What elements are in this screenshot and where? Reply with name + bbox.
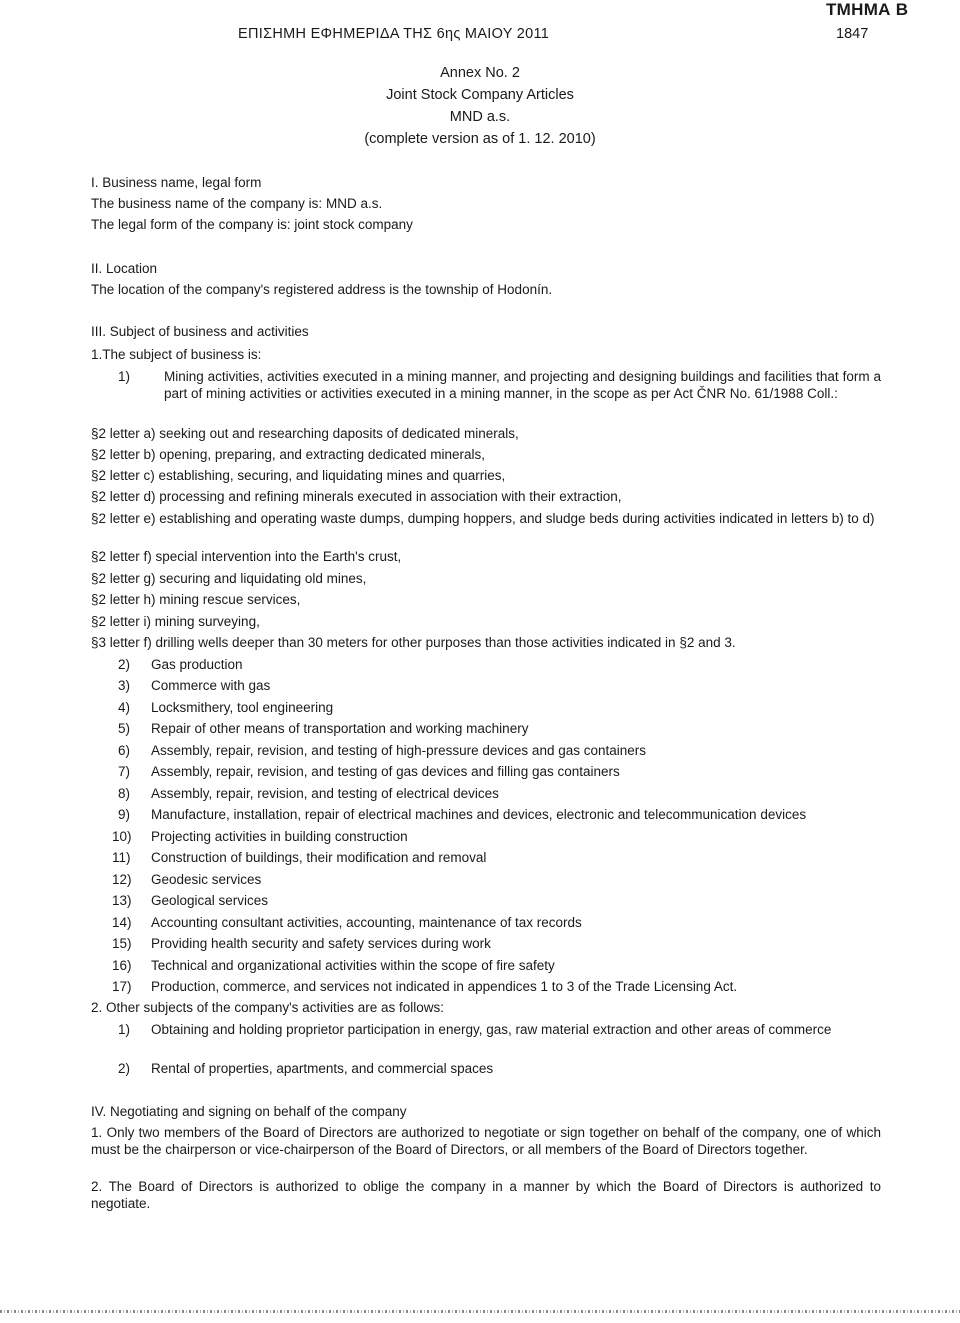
section1-heading: I. Business name, legal form [91,175,262,190]
header-journal-title: ΕΠΙΣΗΜΗ ΕΦΗΜΕΡΙΔΑ ΤΗΣ 6ης ΜΑΙΟΥ 2011 [238,26,550,42]
title-annex: Annex No. 2 [440,65,520,81]
item-number: 12) [112,872,132,887]
item-number: 1) [118,1022,131,1037]
item-number: 13) [112,893,132,908]
item-number: 4) [118,700,131,715]
title-version: (complete version as of 1. 12. 2010) [364,131,596,147]
letter-item: §2 letter i) mining surveying, [91,614,260,629]
item-number: 16) [112,958,132,973]
item-number: 8) [118,786,131,801]
activity-item: Geodesic services [151,872,262,887]
activity-item: Manufacture, installation, repair of electrical machines and devices, electronic and telecommunication devices [151,807,807,822]
activity-item: Repair of other means of transportation and working machinery [151,721,529,736]
item-number: 15) [112,936,132,951]
letter-item: §2 letter h) mining rescue services, [91,592,301,607]
section1-name-label: The business name of the company is: [91,196,323,211]
item-number: 17) [112,979,132,994]
item-number: 1) [118,369,131,384]
activity-item: Providing health security and safety services during work [151,936,491,951]
item-number: 5) [118,721,131,736]
item-number: 10) [112,829,132,844]
item-number: 14) [112,915,132,930]
section4-paragraph-1: 1. Only two members of the Board of Directors are authorized to negotiate or sign together on behalf of the company, one of which must be the chairperson or vice-chairperson of the Board of Directors, or all members of the Board of Directors together. [91,1125,881,1157]
section3-heading: III. Subject of business and activities [91,324,309,339]
letter-item: §2 letter c) establishing, securing, and liquidating mines and quarries, [91,468,506,483]
other-subjects-intro: 2. Other subjects of the company's activities are as follows: [91,1000,444,1015]
section1-name-value: MND a.s. [326,196,383,211]
section3-intro: 1.The subject of business is: [91,347,262,362]
section1-legal-form: The legal form of the company is: joint stock company [91,217,413,232]
item-number: 3) [118,678,131,693]
item-number: 7) [118,764,131,779]
letter-item: §2 letter b) opening, preparing, and extracting dedicated minerals, [91,447,485,462]
activity-item: Projecting activities in building construction [151,829,408,844]
header-section: ΤΜΗΜΑ Β [826,0,909,19]
activity-item: Assembly, repair, revision, and testing of electrical devices [151,786,499,801]
activity-item: Commerce with gas [151,678,271,693]
section2-text: The location of the company's registered address is the township of Hodonín. [91,282,553,297]
letter-item: §2 letter e) establishing and operating waste dumps, dumping hoppers, and sludge beds during activities indicated in letters b) to d) [91,511,875,526]
letter-item: §3 letter f) drilling wells deeper than 30 meters for other purposes than those activities indicated in §2 and 3. [91,635,736,650]
activity-item: Technical and organizational activities within the scope of fire safety [151,958,555,973]
title-document: Joint Stock Company Articles [386,87,574,103]
activity-item: Accounting consultant activities, accounting, maintenance of tax records [151,915,582,930]
item-number: 2) [118,657,131,672]
activity-item: Geological services [151,893,269,908]
letter-item: §2 letter g) securing and liquidating old mines, [91,571,367,586]
activity-item: Gas production [151,657,243,672]
item-number: 11) [112,850,131,865]
section2-heading: II. Location [91,261,158,276]
activity-item: Production, commerce, and services not indicated in appendices 1 to 3 of the Trade Licensing Act. [151,979,738,994]
letter-item: §2 letter a) seeking out and researching daposits of dedicated minerals, [91,426,519,441]
letter-item: §2 letter f) special intervention into the Earth's crust, [91,549,402,564]
activity-item: Assembly, repair, revision, and testing of high-pressure devices and gas containers [151,743,647,758]
activity-item: Construction of buildings, their modification and removal [151,850,487,865]
item-number: 6) [118,743,131,758]
activity-item: Locksmithery, tool engineering [151,700,334,715]
section4-heading: IV. Negotiating and signing on behalf of the company [91,1104,407,1119]
mining-activities-item: Mining activities, activities executed in a mining manner, and projecting and designing buildings and facilities that form a part of mining activities or activities executed in a mining manner, in the scope as per Act ČNR No. 61/1988 Coll.: [164,369,881,401]
item-number: 9) [118,807,131,822]
page-footer-rule [0,1310,960,1313]
letter-item: §2 letter d) processing and refining minerals executed in association with their extraction, [91,489,622,504]
activity-item: Assembly, repair, revision, and testing of gas devices and filling gas containers [151,764,620,779]
section4-paragraph-2: 2. The Board of Directors is authorized to oblige the company in a manner by which the Board of Directors is authorized to negotiate. [91,1179,881,1211]
header-page-number: 1847 [836,26,869,42]
title-company: MND a.s. [449,109,511,125]
item-number: 2) [118,1061,131,1076]
other-subject-item: Rental of properties, apartments, and commercial spaces [151,1061,494,1076]
other-subject-item: Obtaining and holding proprietor participation in energy, gas, raw material extraction and other areas of commerce [151,1022,832,1037]
